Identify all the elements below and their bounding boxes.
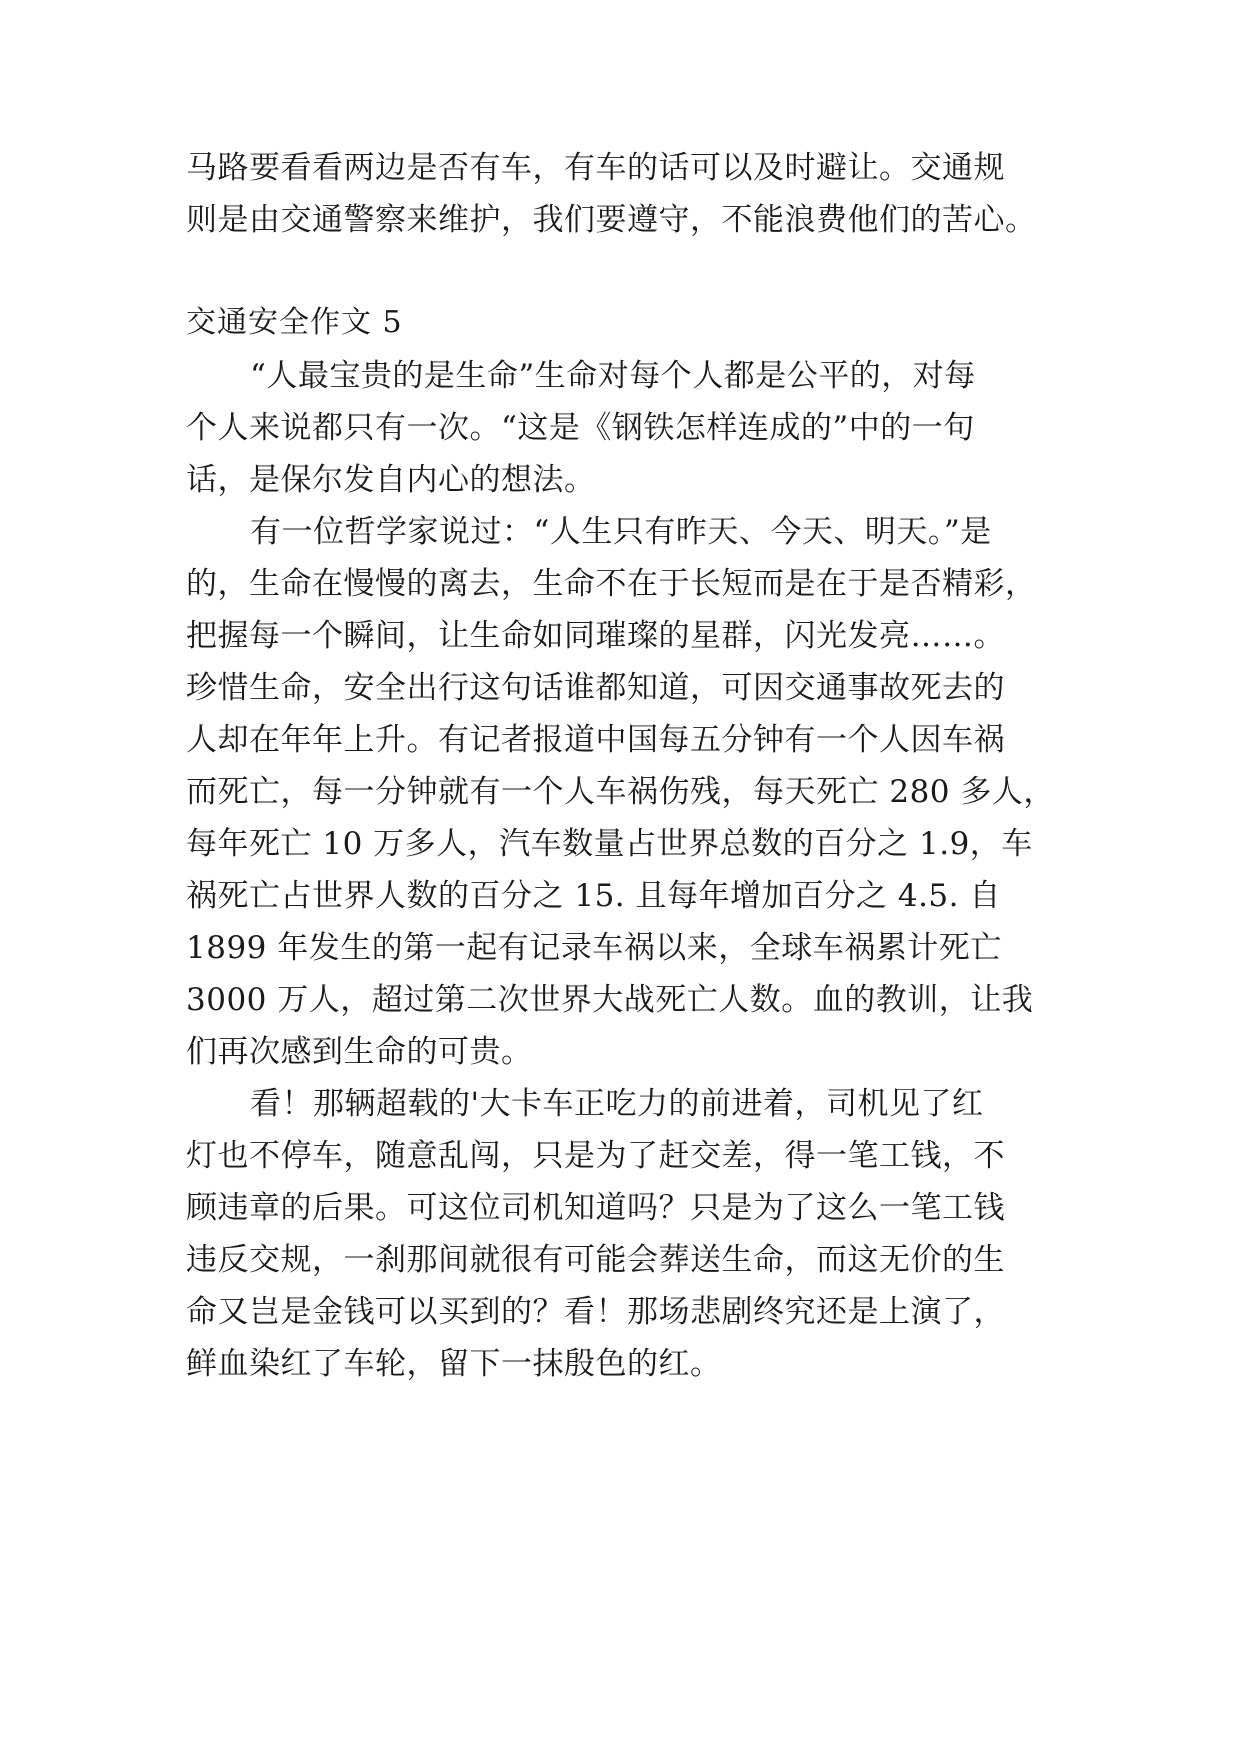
paragraph-line: 1899 年发生的第一起有记录车祸以来，全球车祸累计死亡 [186, 930, 1002, 966]
paragraph-line: 人却在年年上升。有记者报道中国每五分钟有一个人因车祸 [186, 722, 1005, 758]
section-title: 交通安全作文 5 [186, 305, 403, 340]
paragraph-line: 珍惜生命，安全出行这句话谁都知道，可因交通事故死去的 [186, 670, 1005, 706]
paragraph-line: 个人来说都只有一次。“这是《钢铁怎样连成的”中的一句 [186, 410, 975, 446]
paragraph-line: 祸死亡占世界人数的百分之 15. 且每年增加百分之 4.5. 自 [186, 878, 1001, 914]
paragraph-line: 违反交规，一刹那间就很有可能会葬送生命，而这无价的生 [186, 1242, 1005, 1278]
paragraph-line: 有一位哲学家说过：“人生只有昨天、今天、明天。”是 [250, 514, 992, 550]
intro-line: 则是由交通警察来维护，我们要遵守，不能浪费他们的苦心。 [186, 202, 1037, 238]
paragraph-line: 鲜血染红了车轮，留下一抹殷色的红。 [186, 1346, 722, 1382]
intro-line: 马路要看看两边是否有车，有车的话可以及时避让。交通规 [186, 150, 1005, 186]
paragraph-line: 看！那辆超载的'大卡车正吃力的前进着，司机见了红 [250, 1086, 984, 1122]
paragraph-line: 灯也不停车，随意乱闯，只是为了赶交差，得一笔工钱，不 [186, 1138, 1005, 1174]
paragraph-line: 而死亡，每一分钟就有一个人车祸伤残，每天死亡 280 多人， [186, 774, 1055, 810]
paragraph-line: 把握每一个瞬间，让生命如同璀璨的星群，闪光发亮……。 [186, 618, 1005, 654]
paragraph-line: 的，生命在慢慢的离去，生命不在于长短而是在于是否精彩， [186, 566, 1037, 602]
paragraph-line: 话，是保尔发自内心的想法。 [186, 462, 596, 498]
paragraph-line: 顾违章的后果。可这位司机知道吗？只是为了这么一笔工钱 [186, 1190, 1005, 1226]
paragraph-line: 每年死亡 10 万多人，汽车数量占世界总数的百分之 1.9，车 [186, 826, 1033, 862]
paragraph-line: 们再次感到生命的可贵。 [186, 1034, 533, 1070]
paragraph-line: 命又岂是金钱可以买到的？看！那场悲剧终究还是上演了， [186, 1294, 1005, 1330]
paragraph-line: 3000 万人，超过第二次世界大战死亡人数。血的教训，让我 [186, 982, 1034, 1018]
paragraph-line: “人最宝贵的是生命”生命对每个人都是公平的，对每 [250, 358, 976, 394]
